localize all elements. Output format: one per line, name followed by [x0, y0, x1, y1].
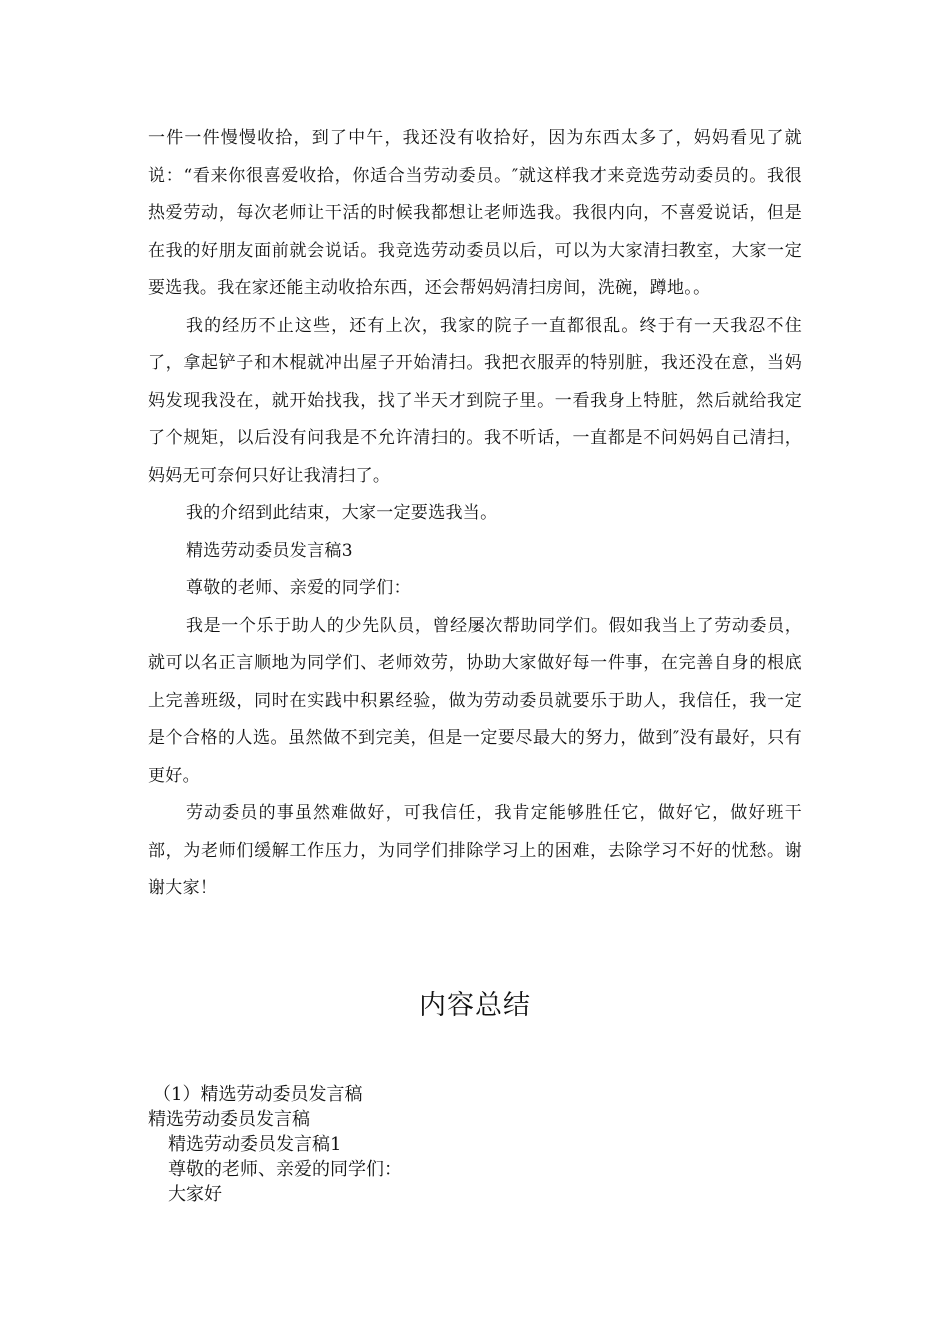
speech-heading-3: 精选劳动委员发言稿3	[186, 540, 353, 561]
paragraph-continuation: 一件一件慢慢收拾，到了中午，我还没有收拾好，因为东西太多了，妈妈看见了就说：“看来你很喜爱收拾，你适合当劳动委员。″就这样我才来竞选劳动委员的。我很热爱劳动，每次老师让干活的时候我都想让老师选我。我很内向，不喜爱说话，但是在我的好朋友面前就会说话。我竞选劳动委员以后，可以为大家清扫教室，大家一定要选我。我在家还能主动收拾东西，还会帮妈妈清扫房间，洗碗，蹲地。。	[148, 128, 802, 298]
salutation: 尊敬的老师、亲爱的同学们：	[186, 578, 411, 598]
summary-block	[148, 1082, 802, 1207]
paragraph-thanks: 劳动委员的事虽然难做好，可我信任，我肯定能够胜任它，做好它，做好班干部，为老师们缓解工作压力，为同学们排除学习上的困难，去除学习不好的忧愁。谢谢大家！	[148, 803, 802, 898]
body-text	[148, 120, 802, 908]
summary-line: 大家好	[168, 1184, 222, 1205]
paragraph-yard-story: 我的经历不止这些，还有上次，我家的院子一直都很乱。终于有一天我忍不住了，拿起铲子和木棍就冲出屋子开始清扫。我把衣服弄的特别脏，我还没在意，当妈妈发现我没在，就开始找我，找了半天才到院子里。一看我身上特脏，然后就给我定了个规矩，以后没有问我是不允许清扫的。我不听话，一直都是不问妈妈自己清扫，妈妈无可奈何只好让我清扫了。	[148, 315, 802, 486]
summary-line: 尊敬的老师、亲爱的同学们：	[168, 1159, 402, 1180]
summary-line: 精选劳动委员发言稿	[148, 1109, 310, 1130]
summary-line: 精选劳动委员发言稿1	[168, 1134, 342, 1155]
summary-line: （1）精选劳动委员发言稿	[153, 1084, 363, 1105]
paragraph-closing: 我的介绍到此结束，大家一定要选我当。	[186, 503, 498, 523]
paragraph-helper: 我是一个乐于助人的少先队员，曾经屡次帮助同学们。假如我当上了劳动委员，就可以名正言顺地为同学们、老师效劳，协助大家做好每一件事，在完善自身的根底上完善班级，同时在实践中积累经验，做为劳动委员就要乐于助人，我信任，我一定是个合格的人选。虽然做不到完美，但是一定要尽最大的努力，做到″没有最好，只有更好。	[148, 615, 802, 786]
section-title: 内容总结	[419, 990, 531, 1021]
